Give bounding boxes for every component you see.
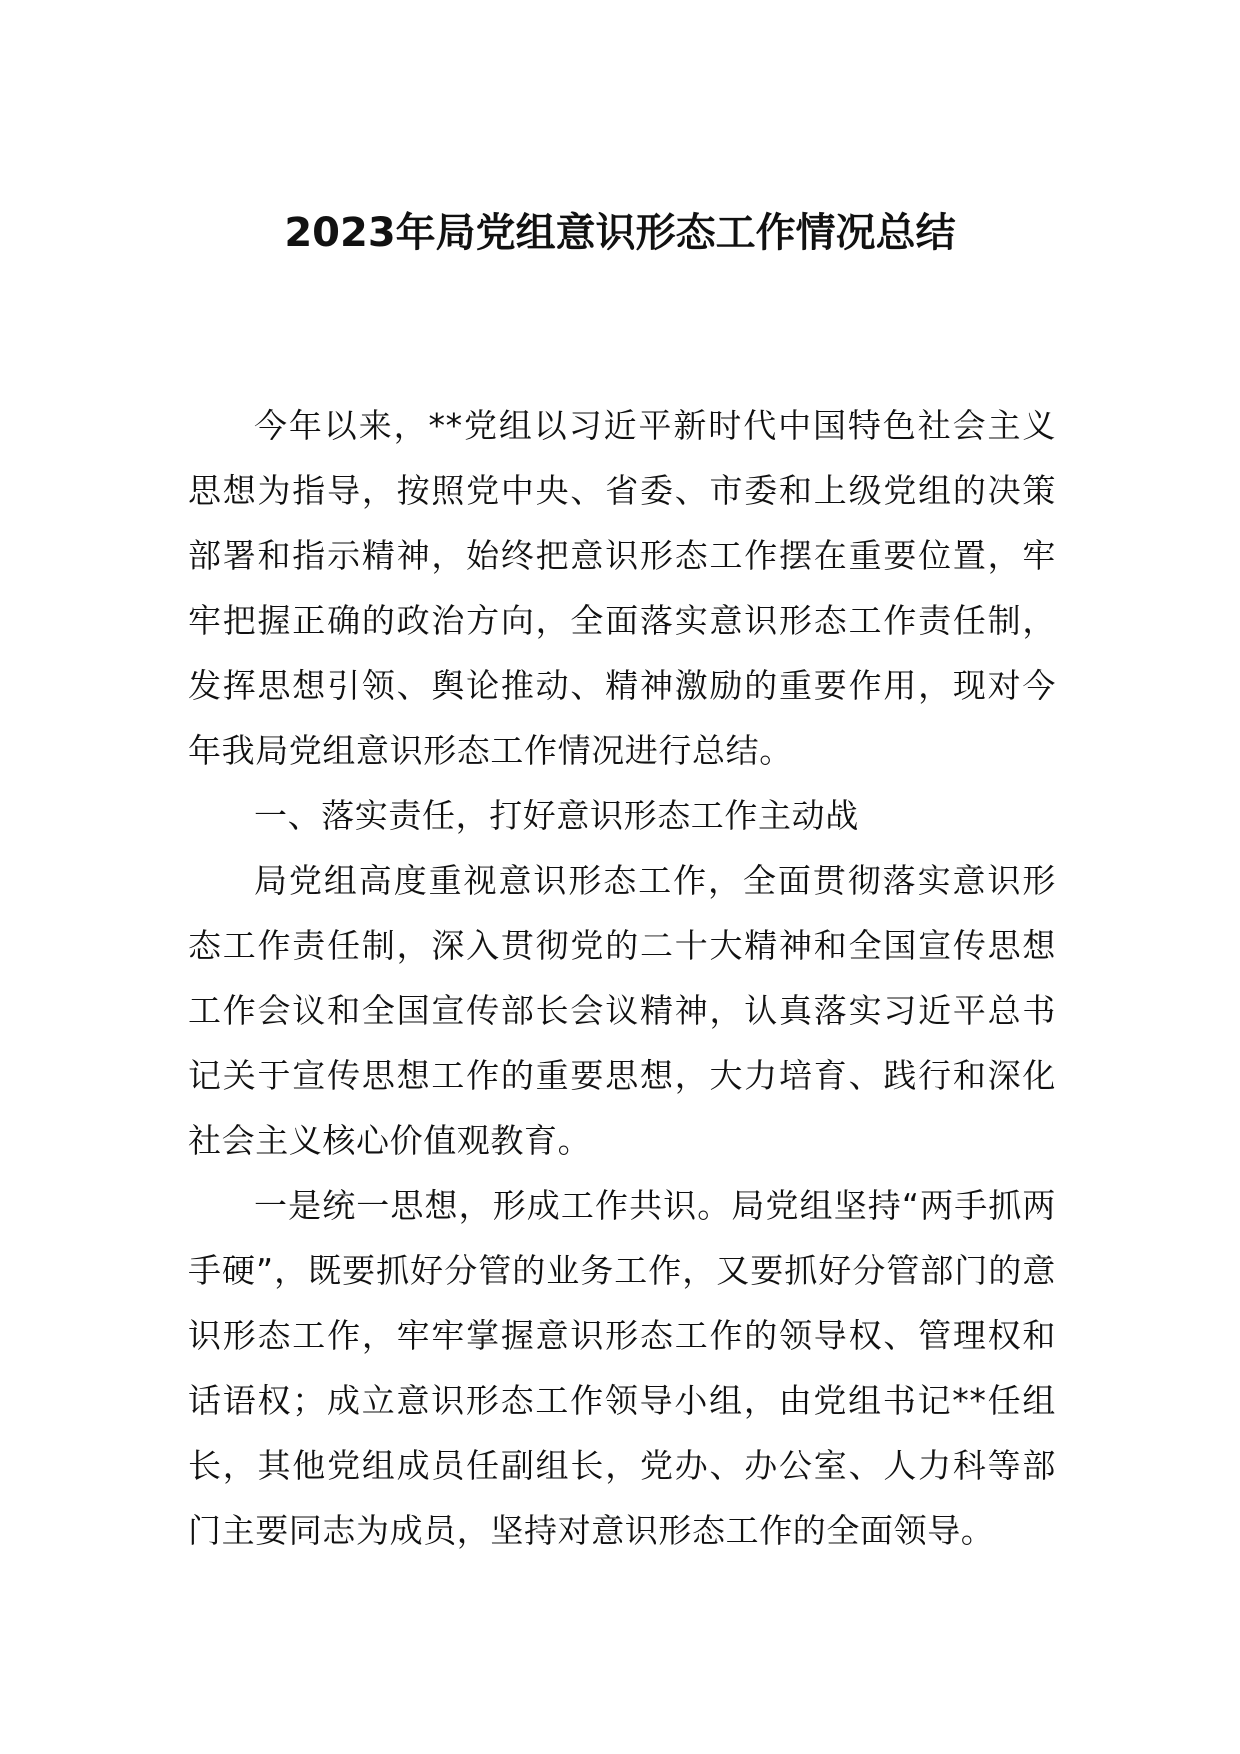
- section-paragraph: 局党组高度重视意识形态工作，全面贯彻落实意识形态工作责任制，深入贯彻党的二十大精神和全国宣传思想工作会议和全国宣传部长会议精神，认真落实习近平总书记关于宣传思想工作的重要思想，大力培育、践行和深化社会主义核心价值观教育。: [188, 861, 1056, 1160]
- document-body: [188, 393, 1056, 1563]
- section-heading: 一、落实责任，打好意识形态工作主动战: [254, 796, 859, 835]
- intro-paragraph: 今年以来，**党组以习近平新时代中国特色社会主义思想为指导，按照党中央、省委、市委和上级党组的决策部署和指示精神，始终把意识形态工作摆在重要位置，牢牢把握正确的政治方向，全面落实意识形态工作责任制，发挥思想引领、舆论推动、精神激励的重要作用，现对今年我局党组意识形态工作情况进行总结。: [188, 406, 1056, 770]
- document-title: 2023年局党组意识形态工作情况总结: [284, 210, 956, 256]
- point-paragraph: 一是统一思想，形成工作共识。局党组坚持“两手抓两手硬”，既要抓好分管的业务工作，又要抓好分管部门的意识形态工作，牢牢掌握意识形态工作的领导权、管理权和话语权；成立意识形态工作领导小组，由党组书记**任组长，其他党组成员任副组长，党办、办公室、人力科等部门主要同志为成员，坚持对意识形态工作的全面领导。: [188, 1186, 1056, 1550]
